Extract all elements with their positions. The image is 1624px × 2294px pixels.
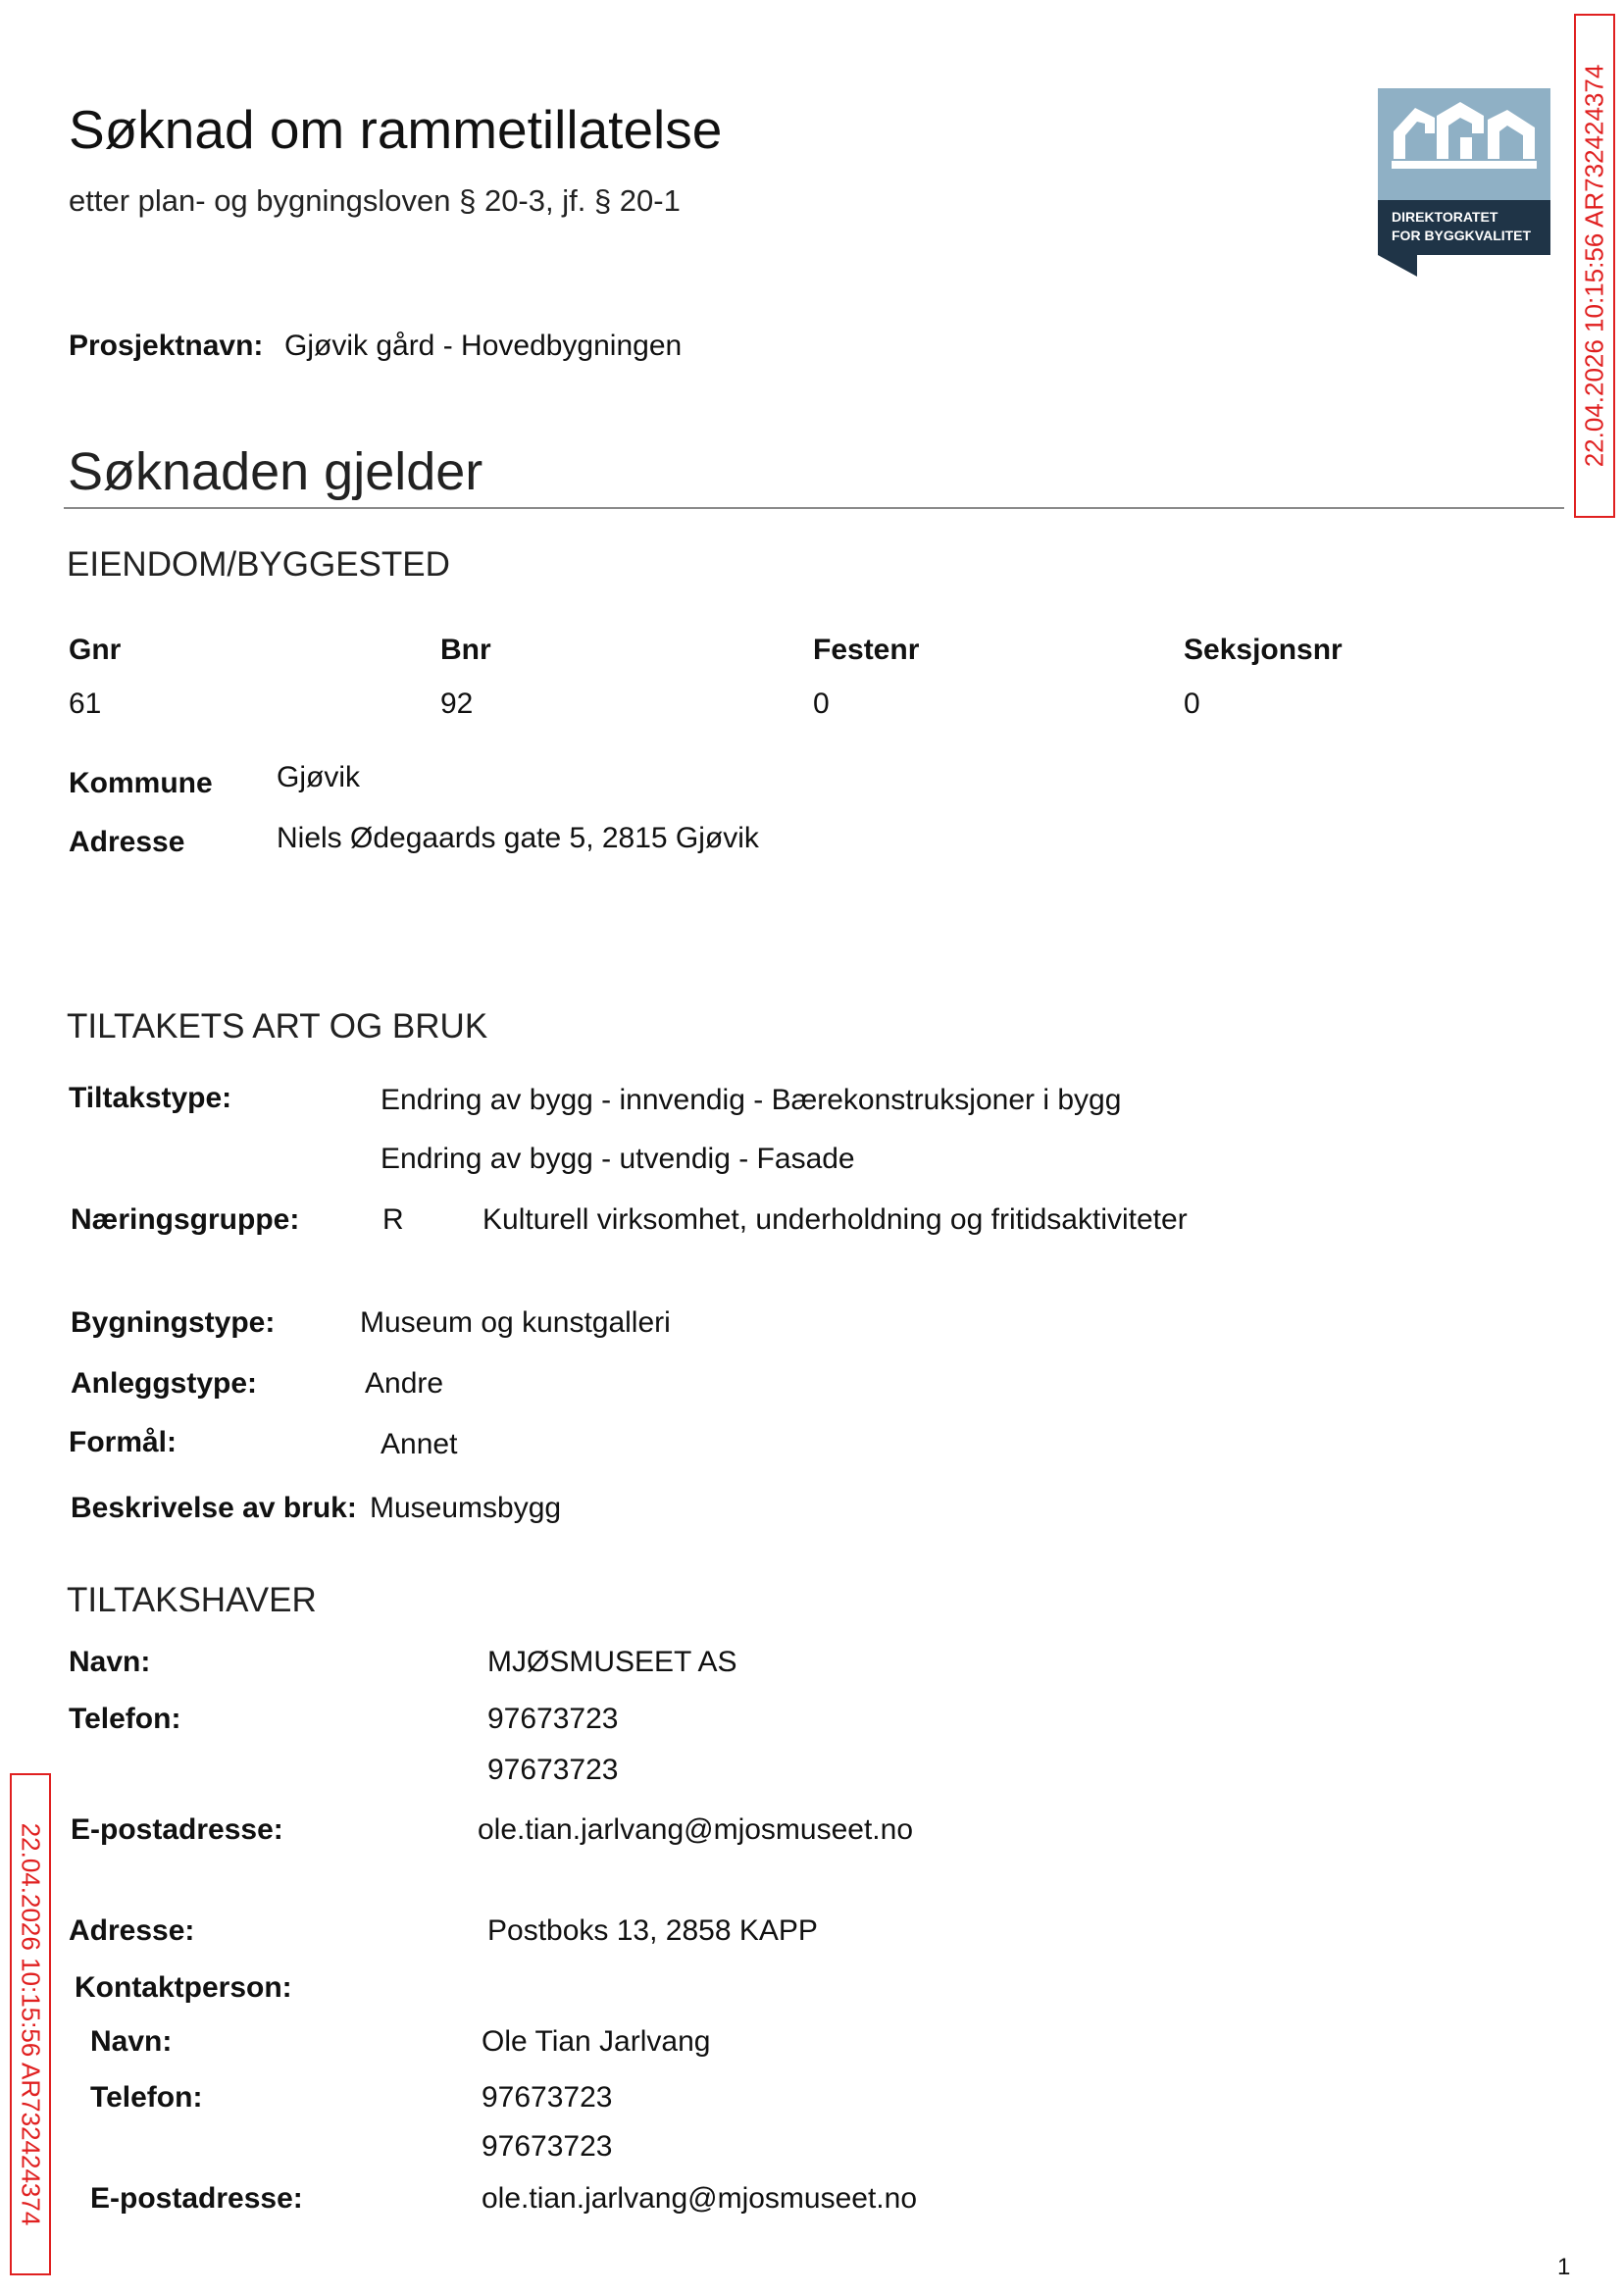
tiltakstype-label: Tiltakstype: [69,1082,232,1114]
date-stamp-top-text: 22.04.2026 10:15:56 AR732424374 [1579,64,1609,468]
naeringsgruppe-label: Næringsgruppe: [71,1203,300,1236]
heading-divider [64,507,1564,509]
festenr-label: Festenr [813,634,920,666]
page-number: 1 [1557,2254,1571,2280]
adresse-label: Adresse [69,826,185,858]
kontakt-telefon-value-1: 97673723 [482,2081,613,2114]
anleggstype-value: Andre [365,1367,444,1400]
festenr-value: 0 [813,688,830,720]
gnr-label: Gnr [69,634,122,666]
owner-telefon-label: Telefon: [69,1703,181,1735]
date-stamp-bottom-text: 22.04.2026 10:15:56 AR732424374 [16,1822,46,2226]
property-section-title: EIENDOM/BYGGESTED [67,545,450,584]
kontakt-telefon-value-2: 97673723 [482,2130,613,2163]
date-stamp-bottom [10,1773,51,2275]
kommune-value: Gjøvik [277,761,360,793]
bygningstype-label: Bygningstype: [71,1306,276,1339]
date-stamp-top [1574,14,1615,518]
naeringsgruppe-value: Kulturell virksomhet, underholdning og fritidsaktiviteter [482,1203,1188,1236]
kontakt-navn-value: Ole Tian Jarlvang [482,2025,711,2058]
document-subtitle: etter plan- og bygningsloven § 20-3, jf. § 20-1 [69,183,681,218]
project-label: Prosjektnavn: [69,330,264,362]
formal-value: Annet [381,1428,458,1460]
bygningstype-value: Museum og kunstgalleri [360,1306,671,1339]
application-heading: Søknaden gjelder [68,442,483,501]
document-title: Søknad om rammetillatelse [69,99,723,160]
logo-text-line1: DIREKTORATET [1392,209,1498,225]
naeringsgruppe-code: R [382,1203,404,1236]
measure-section-title: TILTAKETS ART OG BRUK [67,1007,488,1045]
tiltakstype-value-2: Endring av bygg - utvendig - Fasade [381,1143,855,1175]
formal-label: Formål: [69,1426,178,1458]
owner-epost-value: ole.tian.jarlvang@mjosmuseet.no [478,1813,914,1846]
adresse-value: Niels Ødegaards gate 5, 2815 Gjøvik [277,822,759,854]
beskrivelse-value: Museumsbygg [370,1492,562,1524]
beskrivelse-label: Beskrivelse av bruk: [71,1492,357,1524]
logo-graphic [1378,88,1550,277]
owner-navn-value: MJØSMUSEET AS [487,1646,737,1678]
tiltakstype-value-1: Endring av bygg - innvendig - Bærekonstruksjoner i bygg [381,1084,1122,1116]
kommune-label: Kommune [69,767,213,799]
bnr-value: 92 [440,688,474,720]
logo-text-line2: FOR BYGGKVALITET [1392,228,1532,243]
project-value: Gjøvik gård - Hovedbygningen [284,330,683,362]
bnr-label: Bnr [440,634,491,666]
owner-telefon-value-1: 97673723 [487,1703,619,1735]
seksjonsnr-label: Seksjonsnr [1184,634,1343,666]
owner-epost-label: E-postadresse: [71,1813,283,1846]
kontaktperson-label: Kontaktperson: [75,1971,292,2004]
owner-navn-label: Navn: [69,1646,151,1678]
kontakt-epost-value: ole.tian.jarlvang@mjosmuseet.no [482,2182,918,2215]
owner-telefon-value-2: 97673723 [487,1754,619,1786]
owner-adresse-label: Adresse: [69,1914,195,1947]
kontakt-telefon-label: Telefon: [90,2081,203,2114]
dibk-logo [1378,88,1550,277]
kontakt-navn-label: Navn: [90,2025,173,2058]
owner-adresse-value: Postboks 13, 2858 KAPP [487,1914,818,1947]
anleggstype-label: Anleggstype: [71,1367,258,1400]
kontakt-epost-label: E-postadresse: [90,2182,303,2215]
seksjonsnr-value: 0 [1184,688,1200,720]
owner-section-title: TILTAKSHAVER [67,1581,317,1619]
gnr-value: 61 [69,688,102,720]
